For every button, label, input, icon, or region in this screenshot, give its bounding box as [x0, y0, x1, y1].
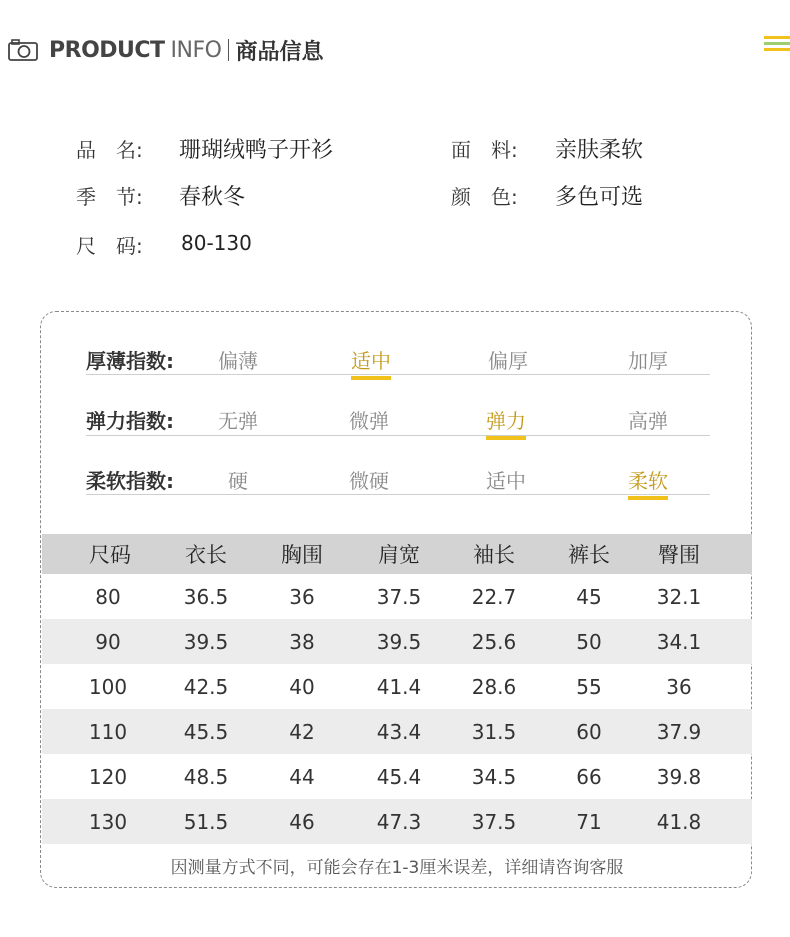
- table-cell: 37.5: [376, 584, 422, 609]
- table-cell: 90: [95, 629, 121, 654]
- table-cell: 32.1: [656, 584, 702, 609]
- table-cell: 22.7: [471, 584, 517, 609]
- table-cell: 42.5: [183, 674, 229, 699]
- index-option: 微硬: [349, 469, 389, 493]
- table-cell: 47.3: [376, 809, 422, 834]
- season-label: 季 节:: [76, 185, 143, 209]
- index-option-selected: 适中: [351, 345, 391, 374]
- table-cell: 44: [289, 764, 315, 789]
- index-option: 硬: [228, 469, 248, 493]
- table-cell: 36.5: [183, 584, 229, 609]
- header-cn-title: 商品信息: [235, 39, 324, 65]
- section-header: [8, 30, 323, 70]
- header-info-text: INFO: [170, 37, 222, 63]
- table-row: [42, 664, 752, 709]
- index-row-thickness: [86, 345, 710, 385]
- index-underline: [86, 494, 710, 496]
- table-cell: 66: [576, 764, 602, 789]
- index-option: 偏厚: [488, 349, 528, 373]
- table-cell: 40: [289, 674, 315, 699]
- index-option: 高弹: [628, 409, 668, 433]
- index-option: 偏薄: [218, 349, 258, 373]
- table-header-cell: 尺码: [89, 543, 131, 567]
- table-cell: 37.5: [471, 809, 517, 834]
- table-cell: 43.4: [376, 719, 422, 744]
- table-cell: 34.5: [471, 764, 517, 789]
- table-cell: 100: [88, 674, 128, 699]
- index-label: 弹力指数:: [86, 409, 174, 433]
- index-row-softness: [86, 465, 710, 505]
- index-option: 适中: [486, 469, 526, 493]
- table-cell: 45.5: [183, 719, 229, 744]
- table-cell: 110: [88, 719, 128, 744]
- table-cell: 130: [88, 809, 128, 834]
- name-label: 品 名:: [76, 138, 143, 162]
- table-header-cell: 衣长: [185, 543, 227, 567]
- table-cell: 45.4: [376, 764, 422, 789]
- material-value: 亲肤柔软: [555, 138, 644, 163]
- table-row: [42, 574, 752, 619]
- table-header-cell: 袖长: [473, 543, 515, 567]
- table-cell: 36: [666, 674, 692, 699]
- index-option-selected: 弹力: [486, 405, 526, 434]
- index-option: 微弹: [349, 409, 389, 433]
- table-row: [42, 709, 752, 754]
- table-cell: 39.5: [183, 629, 229, 654]
- size-table: [42, 534, 752, 844]
- table-header-cell: 肩宽: [378, 543, 420, 567]
- table-row: [42, 619, 752, 664]
- table-cell: 71: [576, 809, 602, 834]
- table-cell: 31.5: [471, 719, 517, 744]
- menu-line-top: [764, 36, 790, 39]
- index-option-selected: 柔软: [628, 465, 668, 494]
- size-label: 尺 码:: [76, 234, 143, 258]
- header-product-text: PRODUCT: [49, 37, 165, 63]
- table-header-row: [42, 534, 752, 574]
- table-cell: 55: [576, 674, 602, 699]
- index-underline: [86, 435, 710, 437]
- table-cell: 41.4: [376, 674, 422, 699]
- menu-icon[interactable]: [764, 36, 790, 52]
- table-cell: 50: [576, 629, 602, 654]
- index-label: 柔软指数:: [86, 469, 174, 493]
- index-row-elasticity: [86, 405, 710, 445]
- table-cell: 39.5: [376, 629, 422, 654]
- menu-line-middle: [764, 42, 790, 45]
- index-label: 厚薄指数:: [86, 349, 174, 373]
- table-row: [42, 754, 752, 799]
- table-row: [42, 799, 752, 844]
- table-cell: 34.1: [656, 629, 702, 654]
- table-cell: 48.5: [183, 764, 229, 789]
- table-cell: 36: [289, 584, 315, 609]
- table-header-cell: 臀围: [658, 543, 700, 567]
- table-cell: 39.8: [656, 764, 702, 789]
- size-value: 80-130: [181, 231, 252, 255]
- name-value: 珊瑚绒鸭子开衫: [179, 138, 334, 163]
- table-cell: 37.9: [656, 719, 702, 744]
- table-cell: 51.5: [183, 809, 229, 834]
- measurement-note: 因测量方式不同，可能会存在1-3厘米误差，详细请咨询客服: [170, 858, 624, 878]
- table-cell: 42: [289, 719, 315, 744]
- season-value: 春秋冬: [179, 185, 246, 210]
- table-cell: 120: [88, 764, 128, 789]
- index-option: 无弹: [218, 409, 258, 433]
- index-option: 加厚: [628, 349, 668, 373]
- table-cell: 45: [576, 584, 602, 609]
- menu-line-bottom: [764, 48, 790, 51]
- table-cell: 41.8: [656, 809, 702, 834]
- color-label: 颜 色:: [451, 185, 518, 209]
- table-header-cell: 裤长: [568, 543, 610, 567]
- index-underline: [86, 374, 710, 376]
- color-value: 多色可选: [555, 185, 644, 210]
- header-divider: [228, 39, 229, 61]
- material-label: 面 料:: [451, 138, 518, 162]
- table-cell: 46: [289, 809, 315, 834]
- table-cell: 38: [289, 629, 315, 654]
- table-cell: 60: [576, 719, 602, 744]
- table-cell: 28.6: [471, 674, 517, 699]
- table-cell: 25.6: [471, 629, 517, 654]
- table-cell: 80: [95, 584, 121, 609]
- table-header-cell: 胸围: [281, 543, 323, 567]
- camera-icon: [8, 39, 38, 61]
